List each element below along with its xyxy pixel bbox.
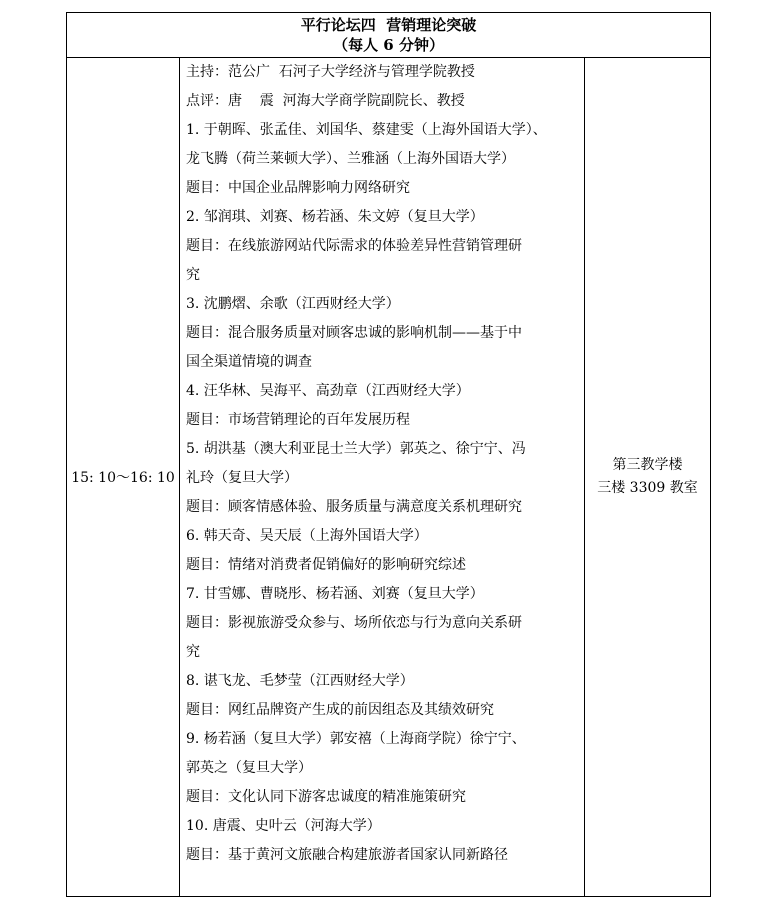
session-content — [180, 58, 585, 897]
content-line: 5. 胡洪基（澳大利亚昆士兰大学）郭英之、徐宁宁、冯 — [186, 441, 526, 457]
content-line: 题目：情绪对消费者促销偏好的影响研究综述 — [186, 557, 466, 573]
content-line: 题目：中国企业品牌影响力网络研究 — [186, 180, 410, 196]
content-line: 10. 唐震、史叶云（河海大学） — [186, 818, 381, 834]
content-line: 礼玲（复旦大学） — [186, 470, 298, 486]
content-line: 题目：在线旅游网站代际需求的体验差异性营销管理研 — [186, 238, 522, 254]
header-row — [67, 13, 711, 58]
venue-building: 第三教学楼 — [612, 457, 683, 473]
forum-header — [67, 13, 711, 58]
content-line: 9. 杨若涵（复旦大学）郭安禧（上海商学院）徐宁宁、 — [186, 731, 526, 747]
forum-title: 平行论坛四 营销理论突破 — [300, 16, 477, 34]
forum-subtitle: （每人 6 分钟） — [333, 36, 444, 54]
content-line: 3. 沈鹏熠、余歌（江西财经大学） — [186, 296, 400, 312]
content-line: 龙飞腾（荷兰莱顿大学）、兰雅涵（上海外国语大学） — [186, 151, 515, 167]
content-line: 7. 甘雪娜、曹晓彤、杨若涵、刘赛（复旦大学） — [186, 586, 484, 602]
venue-room: 三楼 3309 教室 — [597, 480, 698, 496]
content-line: 8. 谌飞龙、毛梦莹（江西财经大学） — [186, 673, 414, 689]
session-venue — [585, 58, 711, 897]
content-line: 主持：范公广 石河子大学经济与管理学院教授 — [186, 64, 475, 80]
content-line: 究 — [186, 267, 200, 283]
content-line: 2. 邹润琪、刘赛、杨若涵、朱文婷（复旦大学） — [186, 209, 484, 225]
content-lines — [186, 58, 578, 870]
content-line: 郭英之（复旦大学） — [186, 760, 312, 776]
content-line: 6. 韩天奇、吴天辰（上海外国语大学） — [186, 528, 428, 544]
content-line: 点评：唐 震 河海大学商学院副院长、教授 — [186, 93, 465, 109]
content-line: 题目：市场营销理论的百年发展历程 — [186, 412, 410, 428]
schedule-table — [66, 12, 711, 897]
content-line: 1. 于朝晖、张孟佳、刘国华、蔡建雯（上海外国语大学）、 — [186, 122, 547, 138]
content-line: 国全渠道情境的调查 — [186, 354, 312, 370]
content-line: 题目：顾客情感体验、服务质量与满意度关系机理研究 — [186, 499, 522, 515]
content-line: 题目：影视旅游受众参与、场所依恋与行为意向关系研 — [186, 615, 522, 631]
session-time: 15: 10～16: 10 — [67, 58, 180, 897]
session-row — [67, 58, 711, 897]
content-line: 4. 汪华林、吴海平、高劲章（江西财经大学） — [186, 383, 470, 399]
content-line: 题目：网红品牌资产生成的前因组态及其绩效研究 — [186, 702, 494, 718]
content-line: 题目：文化认同下游客忠诚度的精准施策研究 — [186, 789, 466, 805]
content-line: 题目：混合服务质量对顾客忠诚的影响机制——基于中 — [186, 325, 522, 341]
content-line: 究 — [186, 644, 200, 660]
content-line: 题目：基于黄河文旅融合构建旅游者国家认同新路径 — [186, 847, 508, 863]
